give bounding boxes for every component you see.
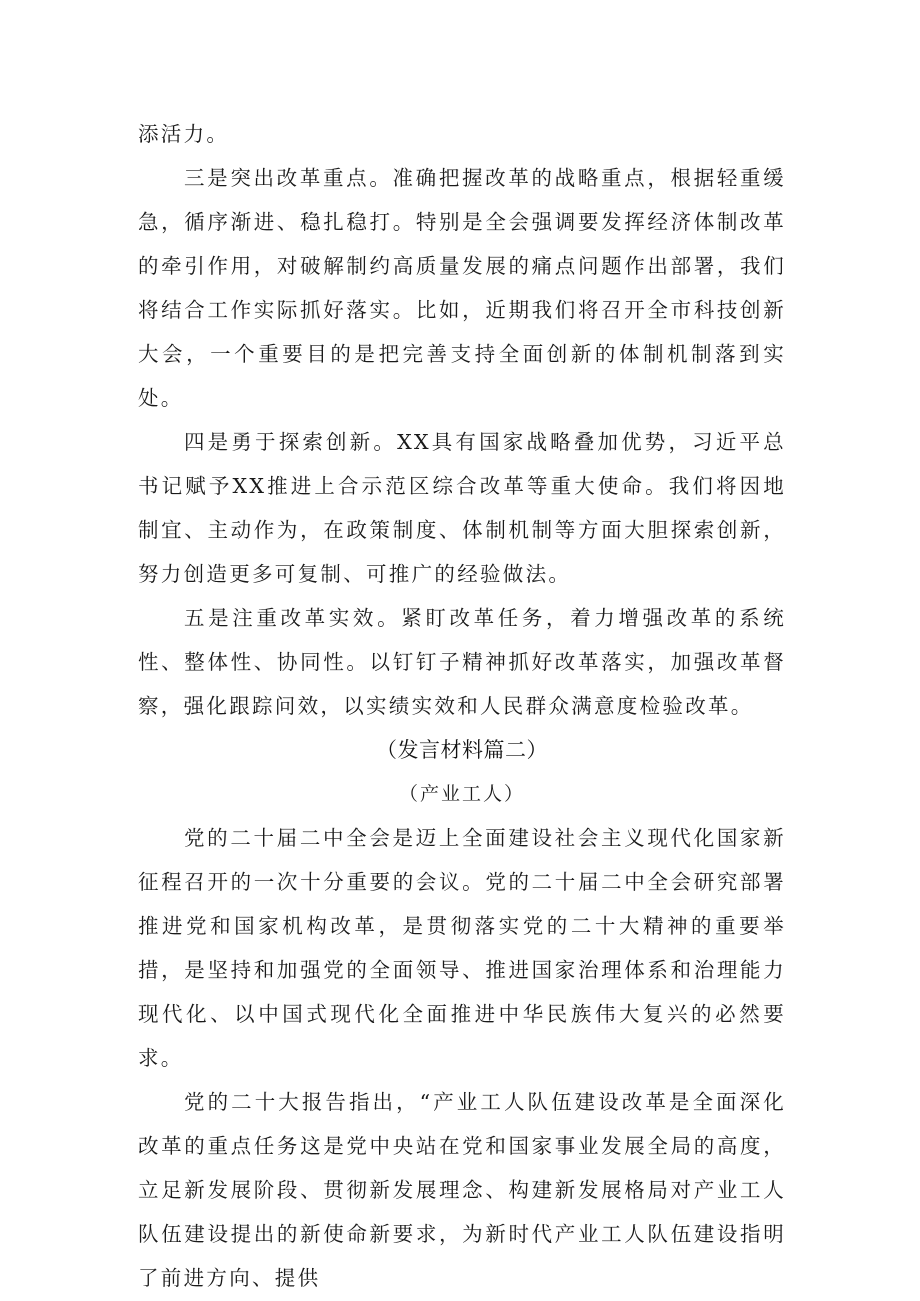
paragraph-reform-effectiveness: 五是注重改革实效。紧盯改革任务，着力增强改革的系统性、整体性、协同性。以钉钉子精神抓好改革落实，加强改革督察，强化跟踪问效，以实绩实效和人民群众满意度检验改革。 — [138, 606, 786, 718]
paragraph-continuation: 添活力。 — [138, 122, 230, 146]
document-body — [138, 112, 786, 1300]
paragraph-plenary-session: 党的二十届二中全会是迈上全面建设社会主义现代化国家新征程召开的一次十分重要的会议。党的二十届二中全会研究部署推进党和国家机构改革，是贯彻落实党的二十大精神的重要举措，是坚持和加强党的全面领导、推进国家治理体系和治理能力现代化、以中国式现代化全面推进中华民族伟大复兴的必然要求。 — [138, 826, 786, 1070]
section-subtitle: （产业工人） — [398, 783, 525, 805]
section-title: （发言材料篇二） — [376, 738, 548, 762]
paragraph-industrial-workers: 党的二十大报告指出，“产业工人队伍建设改革是全面深化改革的重点任务这是党中央站在党和国家事业发展全局的高度，立足新发展阶段、贯彻新发展理念、构建新发展格局对产业工人队伍建设提出的新使命新要求，为新时代产业工人队伍建设指明了前进方向、提供 — [138, 1090, 786, 1290]
paragraph-reform-focus: 三是突出改革重点。准确把握改革的战略重点，根据轻重缓急，循序渐进、稳扎稳打。特别是全会强调要发挥经济体制改革的牵引作用，对破解制约高质量发展的痛点问题作出部署，我们将结合工作实际抓好落实。比如，近期我们将召开全市科技创新大会，一个重要目的是把完善支持全面创新的体制机制落到实处。 — [138, 166, 786, 410]
paragraph-explore-innovation: 四是勇于探索创新。XX具有国家战略叠加优势，习近平总书记赋予XX推进上合示范区综合改革等重大使命。我们将因地制宜、主动作为，在政策制度、体制机制等方面大胆探索创新，努力创造更多可复制、可推广的经验做法。 — [138, 430, 786, 586]
